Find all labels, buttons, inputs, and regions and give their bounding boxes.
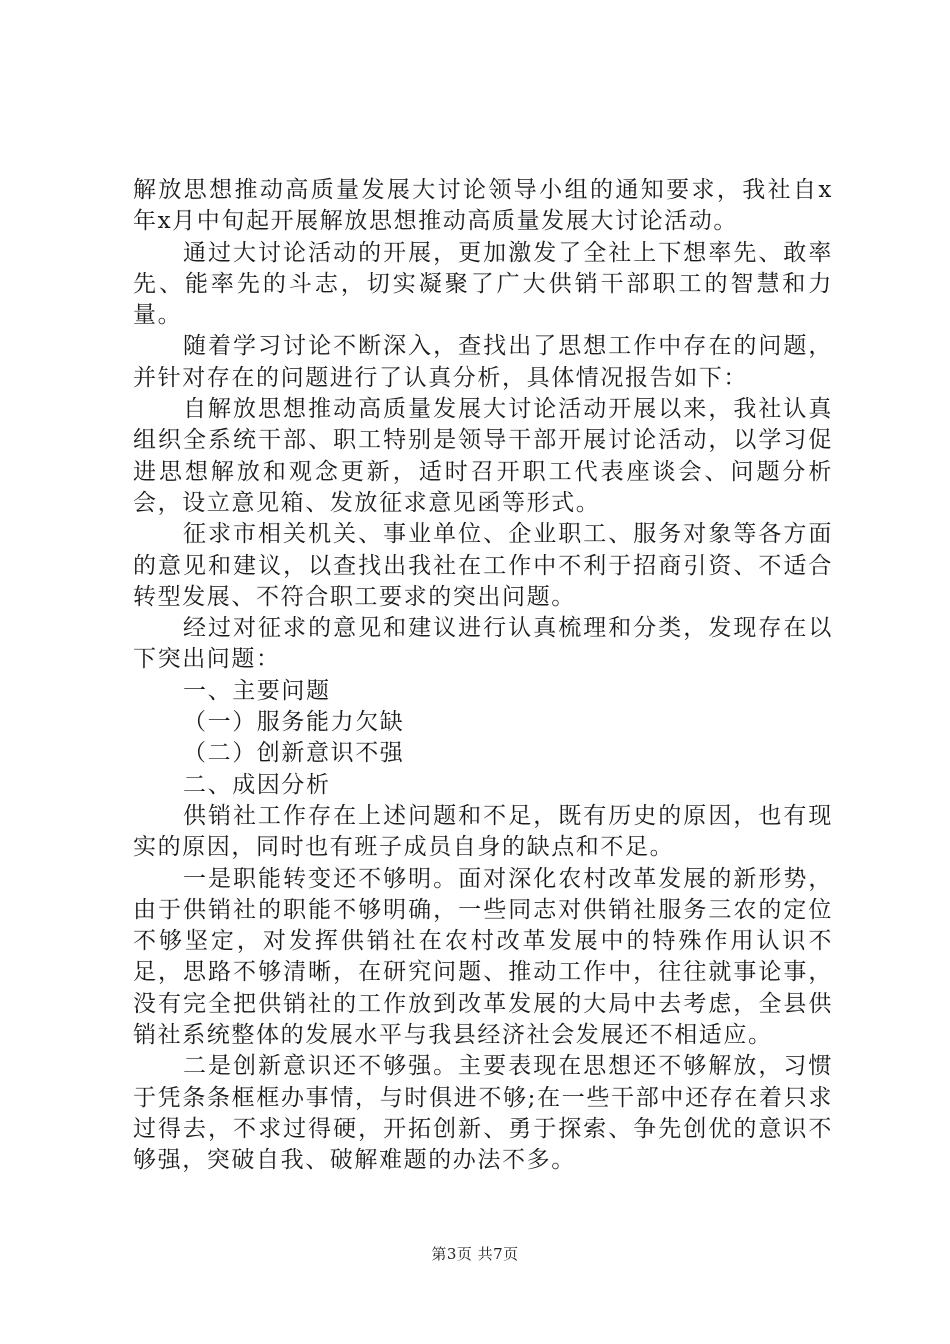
document-body	[133, 175, 833, 1177]
paragraph: 随着学习讨论不断深入，查找出了思想工作中存在的问题，并针对存在的问题进行了认真分析，具体情况报告如下：	[133, 333, 833, 391]
section-heading: 二、成因分析	[183, 771, 331, 798]
paragraph: 供销社工作存在上述问题和不足，既有历史的原因，也有现实的原因，同时也有班子成员自身的缺点和不足。	[133, 802, 833, 861]
paragraph: 自解放思想推动高质量发展大讨论活动开展以来，我社认真组织全系统干部、职工特别是领导干部开展讨论活动，以学习促进思想解放和观念更新，适时召开职工代表座谈会、问题分析会，设立意见箱、发放征求意见函等形式。	[133, 396, 833, 516]
paragraph: 二是创新意识还不够强。主要表现在思想还不够解放，习惯于凭条条框框办事情，与时俱进不够;在一些干部中还存在着只求过得去，不求过得硬，开拓创新、勇于探索、争先创优的意识不够强，突破自我、破解难题的办法不多。	[133, 1053, 833, 1174]
paragraph: 一是职能转变还不够明。面对深化农村改革发展的新形势，由于供销社的职能不够明确，一些同志对供销社服务三农的定位不够坚定，对发挥供销社在农村改革发展中的特殊作用认识不足，思路不够清晰，在研究问题、推动工作中，往往就事论事，没有完全把供销社的工作放到改革发展的大局中去考虑，全县供销社系统整体的发展水平与我县经济社会发展还不相适应。	[133, 865, 833, 1049]
section-heading: 一、主要问题	[183, 677, 331, 704]
subsection-heading: （一）服务能力欠缺	[183, 709, 405, 736]
page-number-footer: 第3页 共7页	[431, 1245, 519, 1263]
paragraph: 征求市相关机关、事业单位、企业职工、服务对象等各方面的意见和建议，以查找出我社在工作中不利于招商引资、不适合转型发展、不符合职工要求的突出问题。	[133, 521, 833, 610]
paragraph: 通过大讨论活动的开展，更加激发了全社上下想率先、敢率先、能率先的斗志，切实凝聚了广大供销干部职工的智慧和力量。	[133, 239, 833, 329]
paragraph: 解放思想推动高质量发展大讨论领导小组的通知要求，我社自x年x月中旬起开展解放思想推动高质量发展大讨论活动。	[133, 177, 833, 235]
paragraph: 经过对征求的意见和建议进行认真梳理和分类，发现存在以下突出问题：	[133, 615, 833, 673]
subsection-heading: （二）创新意识不强	[183, 740, 405, 767]
